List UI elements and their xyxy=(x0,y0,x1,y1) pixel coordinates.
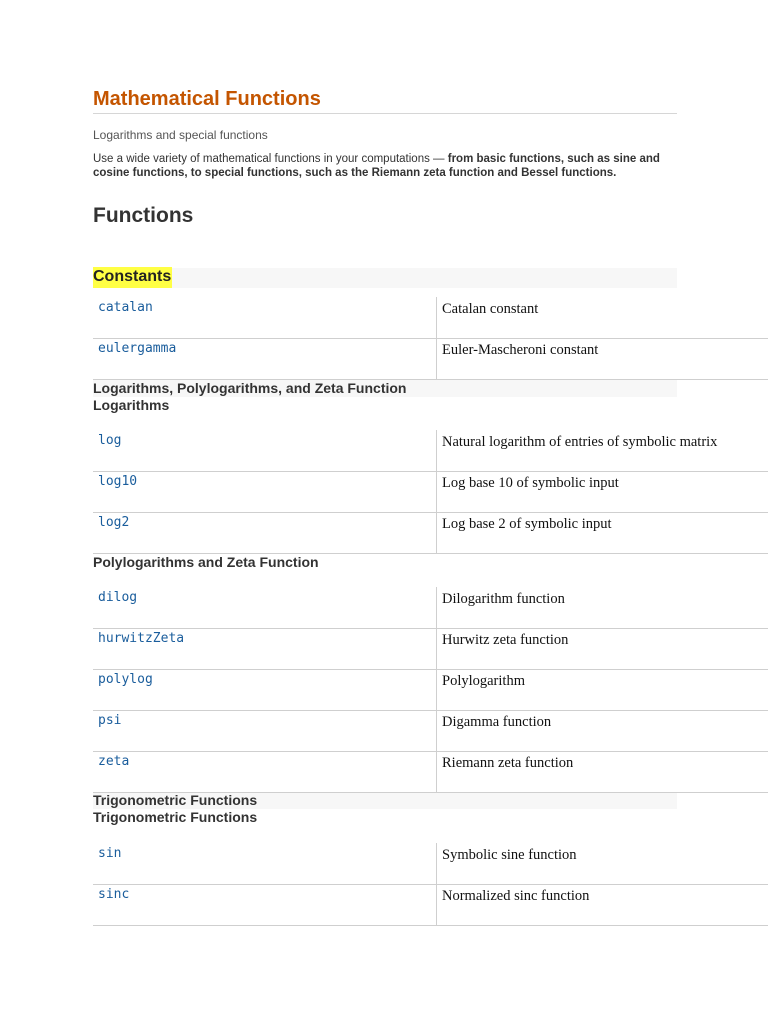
table-row xyxy=(93,628,768,670)
function-link-hurwitzzeta[interactable]: hurwitzZeta xyxy=(98,631,185,646)
table-row xyxy=(93,297,768,339)
column-divider xyxy=(436,710,437,751)
function-description: Riemann zeta function xyxy=(442,755,574,771)
page-subtitle: Logarithms and special functions xyxy=(93,128,268,142)
table-row xyxy=(93,587,768,629)
table-row xyxy=(93,512,768,554)
table-row xyxy=(93,843,768,885)
column-divider xyxy=(436,512,437,553)
column-divider xyxy=(436,587,437,628)
function-description: Euler-Mascheroni constant xyxy=(442,342,599,358)
function-description: Dilogarithm function xyxy=(442,591,565,607)
subcategory-logarithms-label: Logarithms xyxy=(93,397,170,413)
function-description: Natural logarithm of entries of symbolic matrix xyxy=(442,434,718,450)
title-divider xyxy=(93,113,677,114)
table-row xyxy=(93,338,768,380)
function-link-eulergamma[interactable]: eulergamma xyxy=(98,341,177,356)
function-description: Hurwitz zeta function xyxy=(442,632,569,648)
column-divider xyxy=(436,884,437,925)
column-divider xyxy=(436,669,437,710)
column-divider xyxy=(436,297,437,338)
category-logarithms-label: Logarithms, Polylogarithms, and Zeta Function xyxy=(93,380,407,396)
page-title: Mathematical Functions xyxy=(93,88,321,110)
function-link-sinc[interactable]: sinc xyxy=(98,887,130,902)
intro-bold-text: from basic functions, such as sine and cosine functions, to special functions, such as the Riemann zeta function and Bessel functions. xyxy=(93,153,660,179)
intro-plain-text: Use a wide variety of mathematical functions in your computations — xyxy=(93,153,448,165)
function-description: Digamma function xyxy=(442,714,552,730)
function-link-log2[interactable]: log2 xyxy=(98,515,130,530)
table-row xyxy=(93,751,768,793)
table-row xyxy=(93,669,768,711)
table-row xyxy=(93,471,768,513)
column-divider xyxy=(436,430,437,471)
column-divider xyxy=(436,471,437,512)
constants-category-band xyxy=(93,268,677,288)
functions-heading: Functions xyxy=(93,204,194,227)
function-description: Polylogarithm xyxy=(442,673,525,689)
function-link-polylog[interactable]: polylog xyxy=(98,672,153,687)
subcategory-trig-label: Trigonometric Functions xyxy=(93,809,258,825)
column-divider xyxy=(436,843,437,884)
table-row xyxy=(93,430,768,472)
column-divider xyxy=(436,338,437,379)
table-row xyxy=(93,710,768,752)
subcategory-polylog-label: Polylogarithms and Zeta Function xyxy=(93,554,319,570)
function-link-dilog[interactable]: dilog xyxy=(98,590,138,605)
intro-paragraph xyxy=(93,153,683,181)
function-description: Normalized sinc function xyxy=(442,888,590,904)
function-description: Log base 2 of symbolic input xyxy=(442,516,612,532)
function-description: Catalan constant xyxy=(442,301,539,317)
table-row xyxy=(93,884,768,926)
function-description: Symbolic sine function xyxy=(442,847,577,863)
function-link-psi[interactable]: psi xyxy=(98,713,122,728)
category-trig-label: Trigonometric Functions xyxy=(93,792,258,808)
function-link-log10[interactable]: log10 xyxy=(98,474,138,489)
function-link-catalan[interactable]: catalan xyxy=(98,300,153,315)
category-constants-label: Constants xyxy=(93,267,172,288)
column-divider xyxy=(436,628,437,669)
function-description: Log base 10 of symbolic input xyxy=(442,475,619,491)
function-link-sin[interactable]: sin xyxy=(98,846,122,861)
column-divider xyxy=(436,751,437,792)
function-link-zeta[interactable]: zeta xyxy=(98,754,130,769)
function-link-log[interactable]: log xyxy=(98,433,122,448)
